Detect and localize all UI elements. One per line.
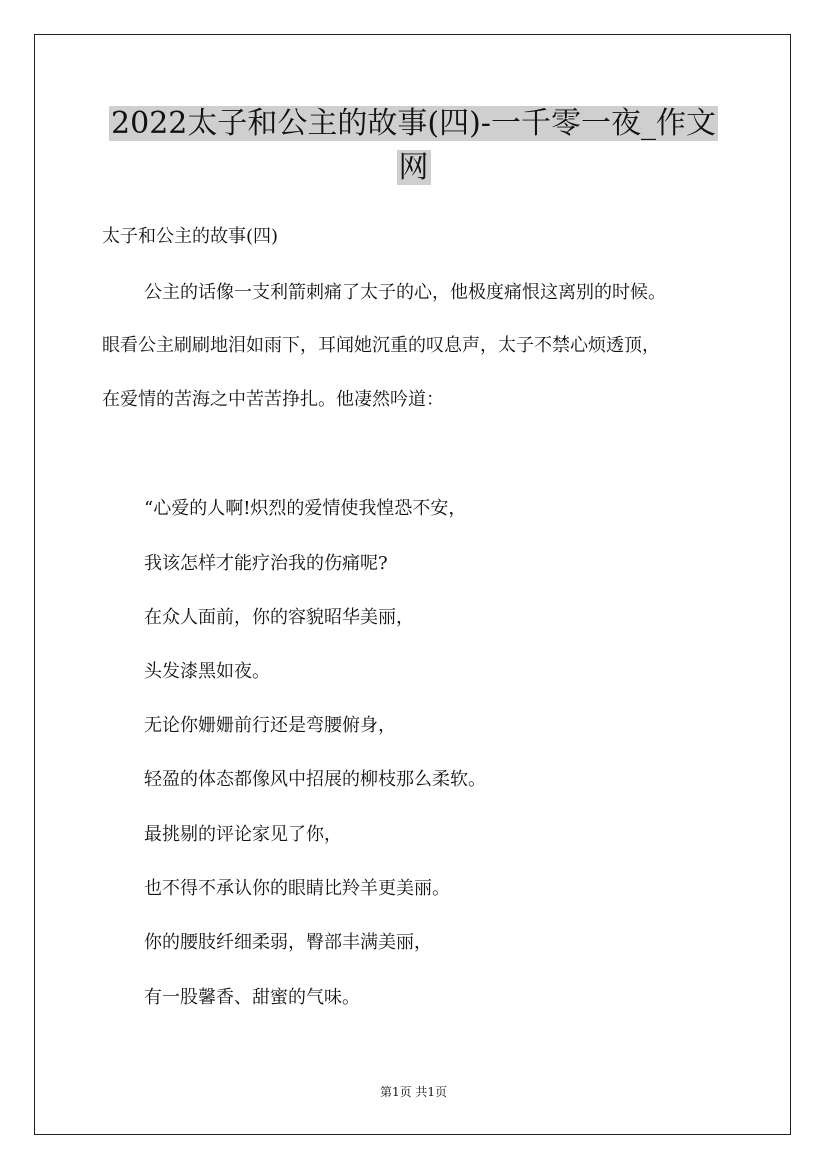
verse-line: 也不得不承认你的眼睛比羚羊更美丽。 [144, 878, 450, 899]
verse-line: 无论你姗姗前行还是弯腰俯身， [144, 715, 396, 736]
story-subtitle: 太子和公主的故事(四) [102, 226, 279, 247]
verse-line: 头发漆黑如夜。 [144, 661, 270, 682]
verse-line: 在众人面前，你的容貌昭华美丽， [144, 607, 414, 628]
verse-line: 最挑剔的评论家见了你， [144, 824, 342, 845]
page-footer: 第1页 共1页 [379, 1085, 448, 1099]
paragraph-line: 眼看公主刷刷地泪如雨下，耳闻她沉重的叹息声，太子不禁心烦透顶， [102, 335, 660, 356]
verse-line: 轻盈的体态都像风中招展的柳枝那么柔软。 [144, 769, 486, 790]
verse-line: 你的腰肢纤细柔弱，臀部丰满美丽， [144, 932, 432, 953]
verse-line: “心爱的人啊!炽烈的爱情使我惶恐不安， [144, 498, 467, 519]
paragraph-line: 在爱情的苦海之中苦苦挣扎。他凄然吟道： [102, 389, 444, 410]
verse-line: 有一股馨香、甜蜜的气味。 [144, 987, 360, 1008]
page-border [34, 34, 791, 1135]
document-title-line-2: 网 [398, 150, 429, 185]
paragraph-line: 公主的话像一支利箭刺痛了太子的心，他极度痛恨这离别的时候。 [144, 282, 666, 303]
verse-line: 我该怎样才能疗治我的伤痛呢? [144, 553, 388, 574]
document-title-line-1: 2022太子和公主的故事(四)-一千零一夜_作文 [111, 106, 716, 141]
